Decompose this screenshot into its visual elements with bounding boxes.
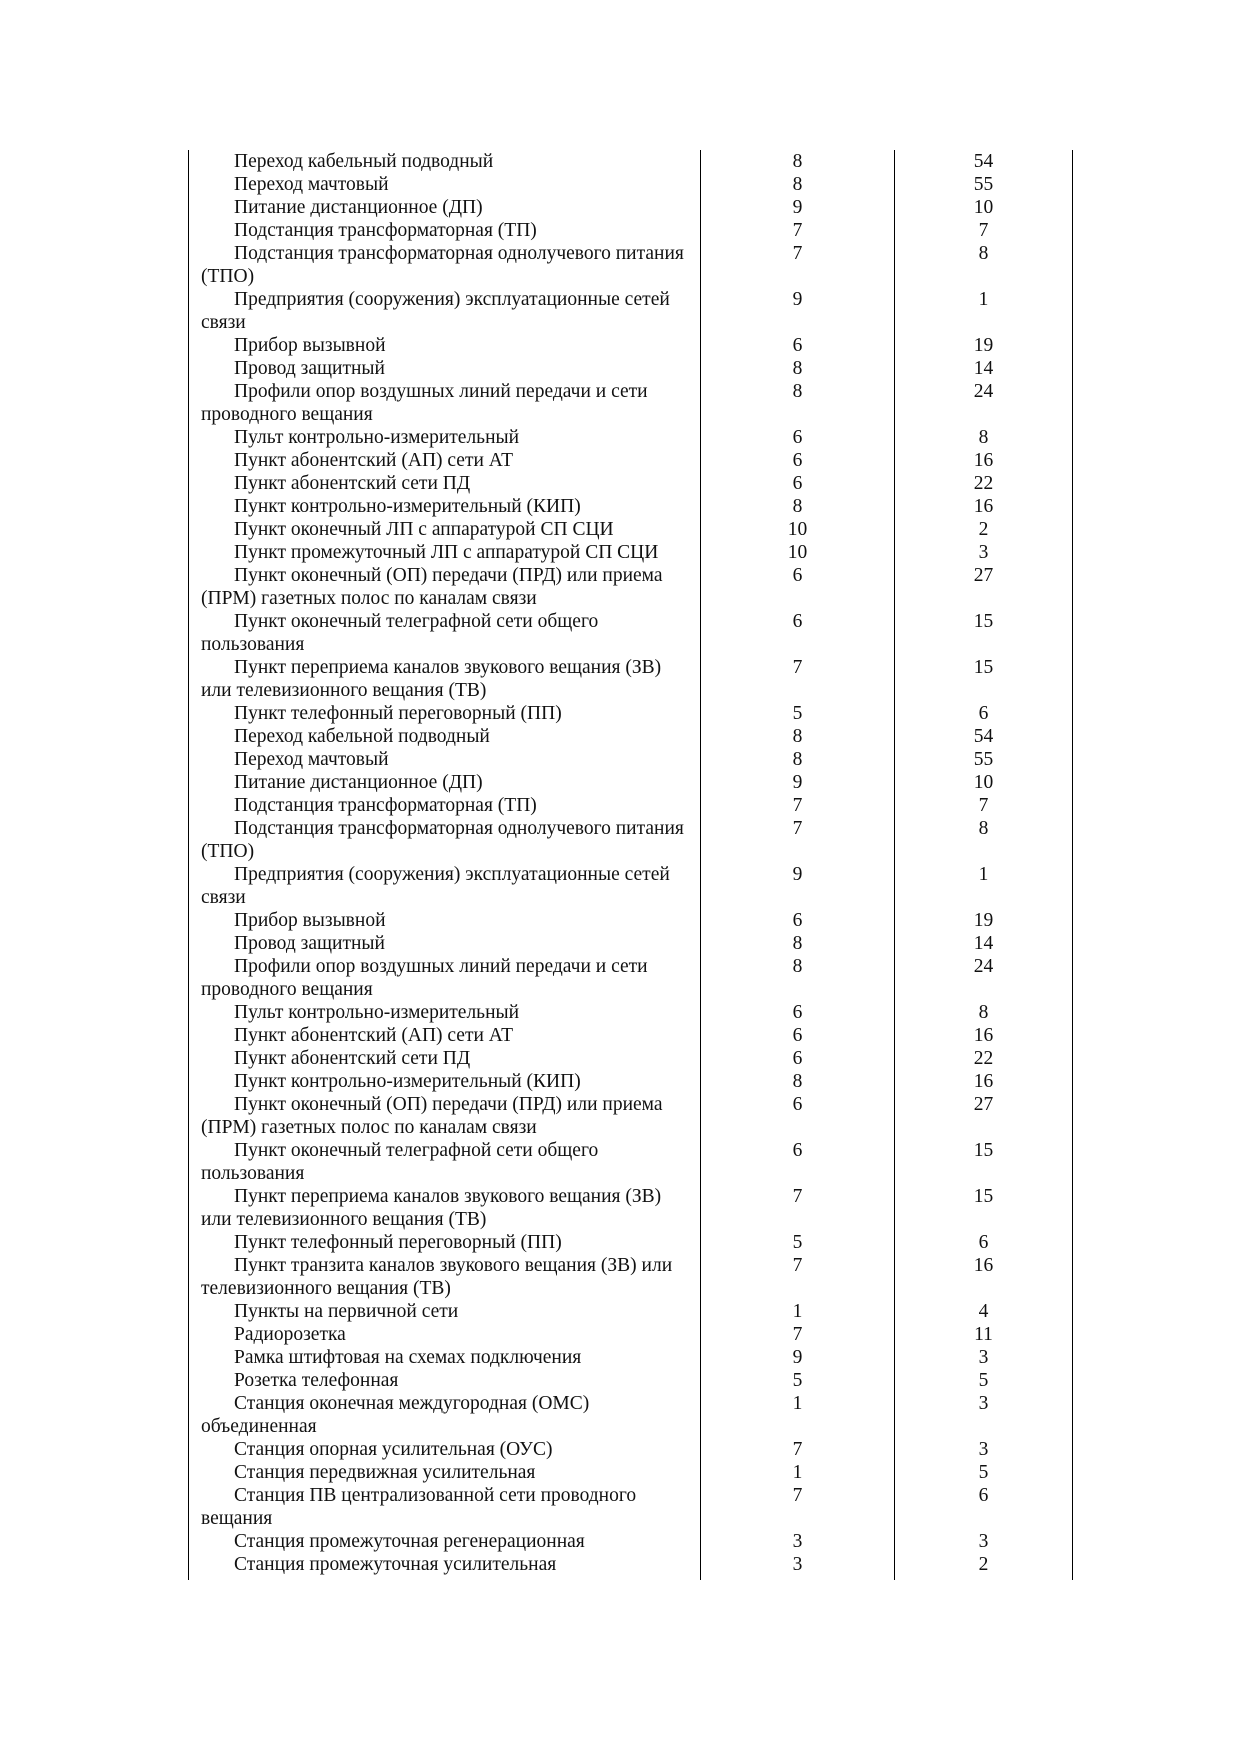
table-body <box>189 150 1073 1580</box>
sheet-number-cell: 10 <box>701 541 895 564</box>
symbol-name-cell: Пункт оконечный ЛП с аппаратурой СП СЦИ <box>189 518 701 541</box>
table-row <box>189 449 1073 472</box>
table-row <box>189 1553 1073 1580</box>
sheet-number-cell: 7 <box>701 656 895 702</box>
position-number-cell: 7 <box>895 219 1073 242</box>
position-number-cell: 1 <box>895 288 1073 334</box>
table-row <box>189 1392 1073 1438</box>
sheet-number-cell: 1 <box>701 1300 895 1323</box>
sheet-number-cell: 9 <box>701 196 895 219</box>
position-number-cell: 14 <box>895 932 1073 955</box>
sheet-number-cell: 6 <box>701 1139 895 1185</box>
table-row <box>189 426 1073 449</box>
table-row <box>189 1300 1073 1323</box>
sheet-number-cell: 9 <box>701 863 895 909</box>
position-number-cell: 6 <box>895 1484 1073 1530</box>
symbol-name-cell: Питание дистанционное (ДП) <box>189 771 701 794</box>
position-number-cell: 8 <box>895 242 1073 288</box>
sheet-number-cell: 6 <box>701 1093 895 1139</box>
table-row <box>189 1093 1073 1139</box>
symbol-name-cell: Пункт оконечный (ОП) передачи (ПРД) или приема (ПРМ) газетных полос по каналам связи <box>189 564 701 610</box>
table-row <box>189 1139 1073 1185</box>
symbol-name-cell: Подстанция трансформаторная (ТП) <box>189 794 701 817</box>
symbol-name-cell: Станция оконечная междугородная (ОМС) объединенная <box>189 1392 701 1438</box>
position-number-cell: 1 <box>895 863 1073 909</box>
position-number-cell: 8 <box>895 817 1073 863</box>
table-row <box>189 1461 1073 1484</box>
position-number-cell: 16 <box>895 449 1073 472</box>
sheet-number-cell: 8 <box>701 748 895 771</box>
position-number-cell: 54 <box>895 725 1073 748</box>
symbol-name-cell: Пункт переприема каналов звукового вещания (ЗВ) или телевизионного вещания (ТВ) <box>189 656 701 702</box>
sheet-number-cell: 7 <box>701 1185 895 1231</box>
table-row <box>189 1231 1073 1254</box>
sheet-number-cell: 6 <box>701 334 895 357</box>
position-number-cell: 6 <box>895 702 1073 725</box>
sheet-number-cell: 5 <box>701 1231 895 1254</box>
symbol-name-cell: Радиорозетка <box>189 1323 701 1346</box>
symbol-index-table <box>188 150 1073 1580</box>
table-row <box>189 1346 1073 1369</box>
table-row <box>189 1024 1073 1047</box>
sheet-number-cell: 9 <box>701 288 895 334</box>
position-number-cell: 16 <box>895 1070 1073 1093</box>
symbol-name-cell: Пункт абонентский (АП) сети АТ <box>189 1024 701 1047</box>
position-number-cell: 15 <box>895 610 1073 656</box>
sheet-number-cell: 6 <box>701 472 895 495</box>
sheet-number-cell: 9 <box>701 1346 895 1369</box>
sheet-number-cell: 8 <box>701 725 895 748</box>
symbol-name-cell: Переход мачтовый <box>189 173 701 196</box>
table-row <box>189 219 1073 242</box>
symbol-name-cell: Станция опорная усилительная (ОУС) <box>189 1438 701 1461</box>
table-row <box>189 196 1073 219</box>
symbol-name-cell: Переход кабельной подводный <box>189 725 701 748</box>
sheet-number-cell: 5 <box>701 1369 895 1392</box>
table-row <box>189 1438 1073 1461</box>
symbol-name-cell: Прибор вызывной <box>189 334 701 357</box>
position-number-cell: 11 <box>895 1323 1073 1346</box>
position-number-cell: 27 <box>895 1093 1073 1139</box>
sheet-number-cell: 7 <box>701 1484 895 1530</box>
symbol-name-cell: Пункты на первичной сети <box>189 1300 701 1323</box>
sheet-number-cell: 8 <box>701 932 895 955</box>
symbol-name-cell: Профили опор воздушных линий передачи и сети проводного вещания <box>189 380 701 426</box>
symbol-name-cell: Розетка телефонная <box>189 1369 701 1392</box>
symbol-name-cell: Подстанция трансформаторная однолучевого питания (ТПО) <box>189 242 701 288</box>
table-row <box>189 1070 1073 1093</box>
position-number-cell: 19 <box>895 334 1073 357</box>
sheet-number-cell: 1 <box>701 1392 895 1438</box>
symbol-name-cell: Предприятия (сооружения) эксплуатационные сетей связи <box>189 288 701 334</box>
table-row <box>189 1047 1073 1070</box>
symbol-name-cell: Пункт транзита каналов звукового вещания (ЗВ) или телевизионного вещания (ТВ) <box>189 1254 701 1300</box>
position-number-cell: 3 <box>895 541 1073 564</box>
table-row <box>189 242 1073 288</box>
table-row <box>189 495 1073 518</box>
symbol-name-cell: Пункт телефонный переговорный (ПП) <box>189 1231 701 1254</box>
position-number-cell: 5 <box>895 1369 1073 1392</box>
symbol-name-cell: Пульт контрольно-измерительный <box>189 426 701 449</box>
table-row <box>189 955 1073 1001</box>
symbol-name-cell: Пункт оконечный телеграфной сети общего пользования <box>189 1139 701 1185</box>
sheet-number-cell: 7 <box>701 219 895 242</box>
sheet-number-cell: 8 <box>701 150 895 173</box>
sheet-number-cell: 8 <box>701 495 895 518</box>
table-row <box>189 702 1073 725</box>
symbol-name-cell: Пункт абонентский (АП) сети АТ <box>189 449 701 472</box>
position-number-cell: 16 <box>895 495 1073 518</box>
sheet-number-cell: 6 <box>701 564 895 610</box>
symbol-name-cell: Пункт промежуточный ЛП с аппаратурой СП СЦИ <box>189 541 701 564</box>
symbol-name-cell: Пункт контрольно-измерительный (КИП) <box>189 495 701 518</box>
position-number-cell: 16 <box>895 1024 1073 1047</box>
sheet-number-cell: 6 <box>701 610 895 656</box>
position-number-cell: 15 <box>895 656 1073 702</box>
sheet-number-cell: 7 <box>701 794 895 817</box>
sheet-number-cell: 6 <box>701 1024 895 1047</box>
position-number-cell: 2 <box>895 1553 1073 1580</box>
table-row <box>189 1484 1073 1530</box>
position-number-cell: 24 <box>895 380 1073 426</box>
symbol-name-cell: Профили опор воздушных линий передачи и сети проводного вещания <box>189 955 701 1001</box>
position-number-cell: 24 <box>895 955 1073 1001</box>
position-number-cell: 55 <box>895 173 1073 196</box>
symbol-name-cell: Переход кабельный подводный <box>189 150 701 173</box>
table-row <box>189 1369 1073 1392</box>
symbol-name-cell: Прибор вызывной <box>189 909 701 932</box>
symbol-name-cell: Переход мачтовый <box>189 748 701 771</box>
symbol-name-cell: Станция промежуточная усилительная <box>189 1553 701 1580</box>
symbol-name-cell: Пункт телефонный переговорный (ПП) <box>189 702 701 725</box>
position-number-cell: 6 <box>895 1231 1073 1254</box>
table-row <box>189 656 1073 702</box>
position-number-cell: 8 <box>895 1001 1073 1024</box>
table-row <box>189 518 1073 541</box>
table-row <box>189 150 1073 173</box>
sheet-number-cell: 6 <box>701 426 895 449</box>
position-number-cell: 14 <box>895 357 1073 380</box>
position-number-cell: 19 <box>895 909 1073 932</box>
sheet-number-cell: 8 <box>701 380 895 426</box>
table-row <box>189 817 1073 863</box>
symbol-name-cell: Пульт контрольно-измерительный <box>189 1001 701 1024</box>
symbol-name-cell: Пункт абонентский сети ПД <box>189 1047 701 1070</box>
sheet-number-cell: 5 <box>701 702 895 725</box>
position-number-cell: 3 <box>895 1530 1073 1553</box>
position-number-cell: 5 <box>895 1461 1073 1484</box>
table-row <box>189 725 1073 748</box>
table-row <box>189 771 1073 794</box>
table-row <box>189 1001 1073 1024</box>
position-number-cell: 16 <box>895 1254 1073 1300</box>
position-number-cell: 3 <box>895 1346 1073 1369</box>
symbol-name-cell: Станция промежуточная регенерационная <box>189 1530 701 1553</box>
table-row <box>189 288 1073 334</box>
table-row <box>189 610 1073 656</box>
position-number-cell: 55 <box>895 748 1073 771</box>
position-number-cell: 10 <box>895 196 1073 219</box>
table-row <box>189 334 1073 357</box>
sheet-number-cell: 6 <box>701 909 895 932</box>
symbol-name-cell: Станция передвижная усилительная <box>189 1461 701 1484</box>
position-number-cell: 3 <box>895 1392 1073 1438</box>
sheet-number-cell: 7 <box>701 1323 895 1346</box>
table-row <box>189 1323 1073 1346</box>
table-row <box>189 1185 1073 1231</box>
position-number-cell: 15 <box>895 1139 1073 1185</box>
table-row <box>189 794 1073 817</box>
position-number-cell: 4 <box>895 1300 1073 1323</box>
position-number-cell: 3 <box>895 1438 1073 1461</box>
symbol-name-cell: Провод защитный <box>189 932 701 955</box>
sheet-number-cell: 3 <box>701 1530 895 1553</box>
symbol-name-cell: Подстанция трансформаторная (ТП) <box>189 219 701 242</box>
table-row <box>189 863 1073 909</box>
symbol-name-cell: Станция ПВ централизованной сети проводного вещания <box>189 1484 701 1530</box>
sheet-number-cell: 1 <box>701 1461 895 1484</box>
position-number-cell: 22 <box>895 472 1073 495</box>
sheet-number-cell: 7 <box>701 242 895 288</box>
position-number-cell: 27 <box>895 564 1073 610</box>
table-row <box>189 748 1073 771</box>
position-number-cell: 2 <box>895 518 1073 541</box>
position-number-cell: 7 <box>895 794 1073 817</box>
position-number-cell: 54 <box>895 150 1073 173</box>
table-row <box>189 357 1073 380</box>
sheet-number-cell: 8 <box>701 173 895 196</box>
sheet-number-cell: 10 <box>701 518 895 541</box>
sheet-number-cell: 6 <box>701 449 895 472</box>
symbol-name-cell: Провод защитный <box>189 357 701 380</box>
position-number-cell: 8 <box>895 426 1073 449</box>
table-row <box>189 1530 1073 1553</box>
symbol-name-cell: Пункт оконечный (ОП) передачи (ПРД) или приема (ПРМ) газетных полос по каналам связи <box>189 1093 701 1139</box>
sheet-number-cell: 9 <box>701 771 895 794</box>
symbol-name-cell: Пункт оконечный телеграфной сети общего пользования <box>189 610 701 656</box>
table-row <box>189 909 1073 932</box>
table-row <box>189 564 1073 610</box>
symbol-name-cell: Пункт контрольно-измерительный (КИП) <box>189 1070 701 1093</box>
sheet-number-cell: 3 <box>701 1553 895 1580</box>
sheet-number-cell: 6 <box>701 1001 895 1024</box>
sheet-number-cell: 7 <box>701 1438 895 1461</box>
symbol-name-cell: Подстанция трансформаторная однолучевого питания (ТПО) <box>189 817 701 863</box>
table-row <box>189 173 1073 196</box>
position-number-cell: 10 <box>895 771 1073 794</box>
sheet-number-cell: 8 <box>701 357 895 380</box>
sheet-number-cell: 8 <box>701 1070 895 1093</box>
table-row <box>189 541 1073 564</box>
symbol-name-cell: Пункт абонентский сети ПД <box>189 472 701 495</box>
symbol-name-cell: Предприятия (сооружения) эксплуатационные сетей связи <box>189 863 701 909</box>
table-row <box>189 472 1073 495</box>
table-row <box>189 380 1073 426</box>
sheet-number-cell: 7 <box>701 1254 895 1300</box>
sheet-number-cell: 8 <box>701 955 895 1001</box>
symbol-name-cell: Рамка штифтовая на схемах подключения <box>189 1346 701 1369</box>
sheet-number-cell: 7 <box>701 817 895 863</box>
symbol-name-cell: Пункт переприема каналов звукового вещания (ЗВ) или телевизионного вещания (ТВ) <box>189 1185 701 1231</box>
table-row <box>189 932 1073 955</box>
position-number-cell: 15 <box>895 1185 1073 1231</box>
symbol-name-cell: Питание дистанционное (ДП) <box>189 196 701 219</box>
table-row <box>189 1254 1073 1300</box>
position-number-cell: 22 <box>895 1047 1073 1070</box>
sheet-number-cell: 6 <box>701 1047 895 1070</box>
